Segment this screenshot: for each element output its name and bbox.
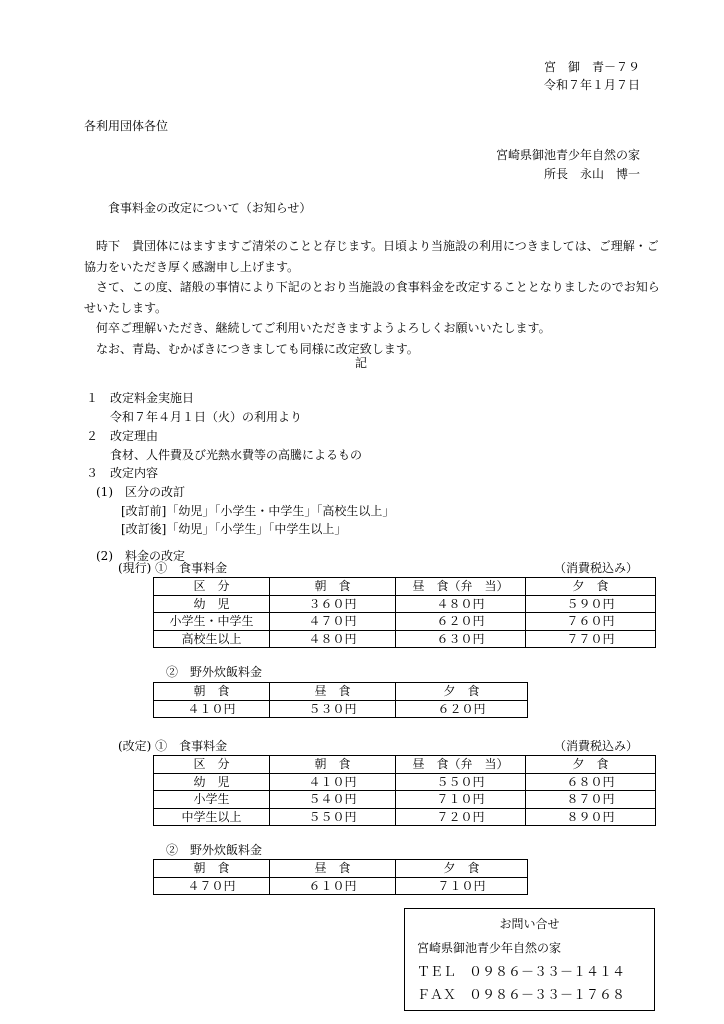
header-breakfast: 朝 食 xyxy=(154,860,270,878)
subitem-fee-revision: (2) 料金の改定 xyxy=(96,549,185,563)
table-cell: ７７０円 xyxy=(526,630,656,648)
table-cell: ６３０円 xyxy=(396,630,526,648)
table-cell: ５４０円 xyxy=(270,791,396,809)
header-breakfast: 朝 食 xyxy=(154,683,270,701)
table-cell: ４１０円 xyxy=(154,700,270,718)
header-lunch: 昼 食（弁 当） xyxy=(396,756,526,774)
table-row xyxy=(154,630,656,648)
table-header-row xyxy=(154,756,656,774)
revised-outdoor-fee-table xyxy=(153,859,528,895)
table-cell: ６２０円 xyxy=(396,613,526,631)
category-before: [改訂前]「幼児」「小学生・中学生」「高校生以上」 xyxy=(121,504,395,518)
table-cell: ５５０円 xyxy=(270,808,396,826)
table-cell: ６２０円 xyxy=(396,700,528,718)
document-number: 宮 御 青－７９ xyxy=(543,60,640,74)
current-outdoor-fee-label: ② 野外炊飯料金 xyxy=(166,665,263,679)
contact-organization: 宮崎県御池青少年自然の家 xyxy=(417,941,562,955)
table-row xyxy=(154,613,656,631)
table-cell: ４８０円 xyxy=(396,595,526,613)
current-outdoor-fee-table xyxy=(153,682,528,718)
body-text xyxy=(84,236,664,359)
contact-tel: ＴＥＬ ０９８６－３３－１４１４ xyxy=(417,965,626,980)
table-cell: ４７０円 xyxy=(154,877,270,895)
table-row xyxy=(154,773,656,791)
table-row xyxy=(154,877,528,895)
item-2-body: 食材、人件費及び光熱水費等の高騰によるもの xyxy=(110,448,363,462)
header-dinner: 夕 食 xyxy=(526,756,656,774)
item-2-heading: 改定理由 xyxy=(110,429,159,443)
item-3-heading: 改定内容 xyxy=(110,466,159,480)
item-1-number: １ xyxy=(86,391,99,405)
category-after: [改訂後]「幼児」「小学生」「中学生以上」 xyxy=(121,522,347,536)
header-dinner: 夕 食 xyxy=(526,578,656,596)
document-title: 食事料金の改定について（お知らせ） xyxy=(108,201,312,215)
table-cell: 高校生以上 xyxy=(154,630,270,648)
header-dinner: 夕 食 xyxy=(396,860,528,878)
body-paragraph-4: なお、青島、むかばきにつきましても同様に改定致します。 xyxy=(96,341,419,356)
table-cell: ６８０円 xyxy=(526,773,656,791)
header-lunch: 昼 食 xyxy=(270,860,396,878)
contact-box xyxy=(404,908,655,1011)
table-cell: ５５０円 xyxy=(396,773,526,791)
table-cell: ７１０円 xyxy=(396,791,526,809)
table-header-row xyxy=(154,683,528,701)
item-1-body: 令和７年４月１日（火）の利用より xyxy=(110,410,303,424)
table-row xyxy=(154,595,656,613)
document-date: 令和７年１月７日 xyxy=(543,78,640,92)
header-breakfast: 朝 食 xyxy=(270,578,396,596)
header-dinner: 夕 食 xyxy=(396,683,528,701)
table-cell: ６１０円 xyxy=(270,877,396,895)
table-cell: ５３０円 xyxy=(270,700,396,718)
contact-title: お問い合せ xyxy=(499,917,560,931)
revised-meal-fee-label: (改定) ① 食事料金 xyxy=(118,739,228,753)
table-cell: 小学生・中学生 xyxy=(154,613,270,631)
table-cell: 小学生 xyxy=(154,791,270,809)
table-row xyxy=(154,791,656,809)
item-3-number: ３ xyxy=(86,466,99,480)
body-paragraph-2: さて、この度、諸般の事情により下記のとおり当施設の食事料金を改定することとなりましたのでお知らせいたします。 xyxy=(84,280,660,315)
subitem-category-revision: (1) 区分の改訂 xyxy=(96,485,185,499)
revised-tax-note: （消費税込み） xyxy=(553,739,638,753)
table-cell: ７１０円 xyxy=(396,877,528,895)
table-cell: ８７０円 xyxy=(526,791,656,809)
current-meal-fee-label: (現行) ① 食事料金 xyxy=(118,561,228,575)
body-paragraph-3: 何卒ご理解いただき、継続してご利用いただきますようよろしくお願いいたします。 xyxy=(96,321,551,335)
ki-heading: 記 xyxy=(355,356,368,370)
body-paragraph-1: 時下 貴団体にはますますご清栄のことと存じます。日頃より当施設の利用につきましては、ご理解・ご協力をいただき厚く感謝申し上げます。 xyxy=(84,239,659,274)
sender-name: 所長 永山 博一 xyxy=(543,167,640,181)
item-1-heading: 改定料金実施日 xyxy=(110,391,195,405)
table-cell: ７２０円 xyxy=(396,808,526,826)
table-cell: ５９０円 xyxy=(526,595,656,613)
current-meal-fee-table xyxy=(153,577,656,648)
table-cell: ８９０円 xyxy=(526,808,656,826)
contact-fax: ＦＡＸ ０９８６－３３－１７６８ xyxy=(417,988,626,1003)
header-lunch: 昼 食（弁 当） xyxy=(396,578,526,596)
table-cell: ７６０円 xyxy=(526,613,656,631)
table-cell: ４８０円 xyxy=(270,630,396,648)
table-cell: ４７０円 xyxy=(270,613,396,631)
table-cell: ４１０円 xyxy=(270,773,396,791)
sender-organization: 宮崎県御池青少年自然の家 xyxy=(495,148,640,162)
header-category: 区 分 xyxy=(154,756,270,774)
table-header-row xyxy=(154,578,656,596)
header-lunch: 昼 食 xyxy=(270,683,396,701)
table-cell: ３６０円 xyxy=(270,595,396,613)
table-header-row xyxy=(154,860,528,878)
table-row xyxy=(154,700,528,718)
item-2-number: ２ xyxy=(86,429,99,443)
current-tax-note: （消費税込み） xyxy=(553,561,638,575)
table-cell: 中学生以上 xyxy=(154,808,270,826)
table-cell: 幼 児 xyxy=(154,773,270,791)
revised-outdoor-fee-label: ② 野外炊飯料金 xyxy=(166,843,263,857)
table-row xyxy=(154,808,656,826)
header-category: 区 分 xyxy=(154,578,270,596)
table-cell: 幼 児 xyxy=(154,595,270,613)
revised-meal-fee-table xyxy=(153,755,656,826)
header-breakfast: 朝 食 xyxy=(270,756,396,774)
recipient: 各利用団体各位 xyxy=(84,119,169,133)
